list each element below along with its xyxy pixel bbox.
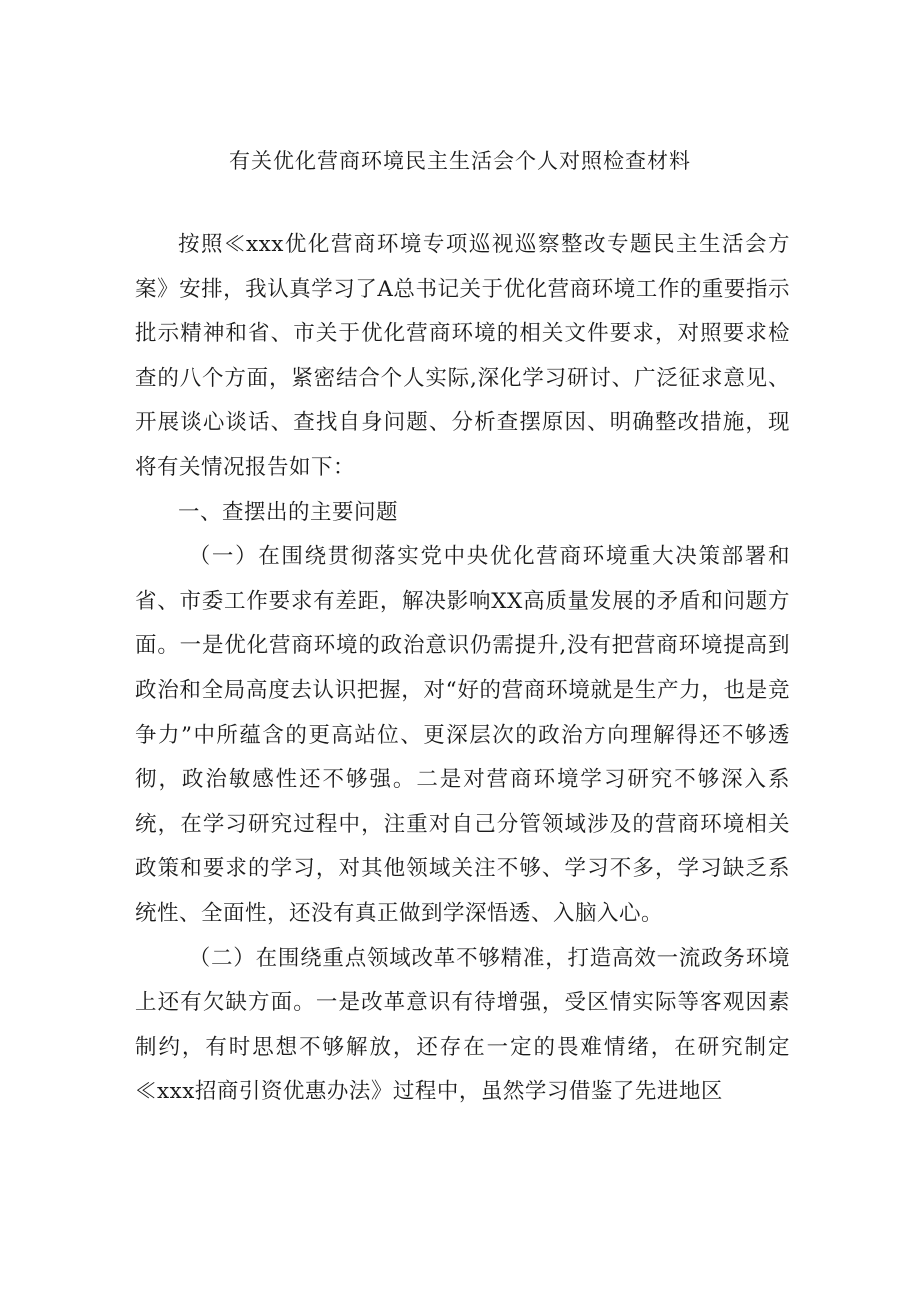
subsection-paragraph-1: （一）在围绕贯彻落实党中央优化营商环境重大决策部署和省、市委工作要求有差距，解决影响XX高质量发展的矛盾和问题方面。一是优化营商环境的政治意识仍需提升,没有把营商环境提高到政治和全局高度去认识把握，对“好的营商环境就是生产力，也是竞争力”中所蕴含的更高站位、更深层次的政治方向理解得还不够透彻，政治敏感性还不够强。二是对营商环境学习研究不够深入系统，在学习研究过程中，注重对自己分管领域涉及的营商环境相关政策和要求的学习，对其他领域关注不够、学习不多，学习缺乏系统性、全面性，还没有真正做到学深悟透、入脑入心。 — [135, 544, 790, 926]
document-title: 有关优化营商环境民主生活会个人对照检查材料 — [229, 149, 691, 173]
document-body — [135, 223, 790, 1115]
subsection-paragraph-2: （二）在围绕重点领域改革不够精准，打造高效一流政务环境上还有欠缺方面。一是改革意识有待增强，受区情实际等客观因素制约，有时思想不够解放，还存在一定的畏难情绪，在研究制定≪xxx招商引资优惠办法》过程中，虽然学习借鉴了先进地区 — [135, 945, 790, 1105]
intro-paragraph: 按照≪xxx优化营商环境专项巡视巡察整改专题民主生活会方案》安排，我认真学习了A总书记关于优化营商环境工作的重要指示批示精神和省、市关于优化营商环境的相关文件要求，对照要求检查的八个方面，紧密结合个人实际,深化学习研讨、广泛征求意见、开展谈心谈话、查找自身问题、分析查摆原因、明确整改措施，现将有关情况报告如下： — [135, 232, 790, 480]
section-heading: 一、查摆出的主要问题 — [178, 499, 399, 525]
